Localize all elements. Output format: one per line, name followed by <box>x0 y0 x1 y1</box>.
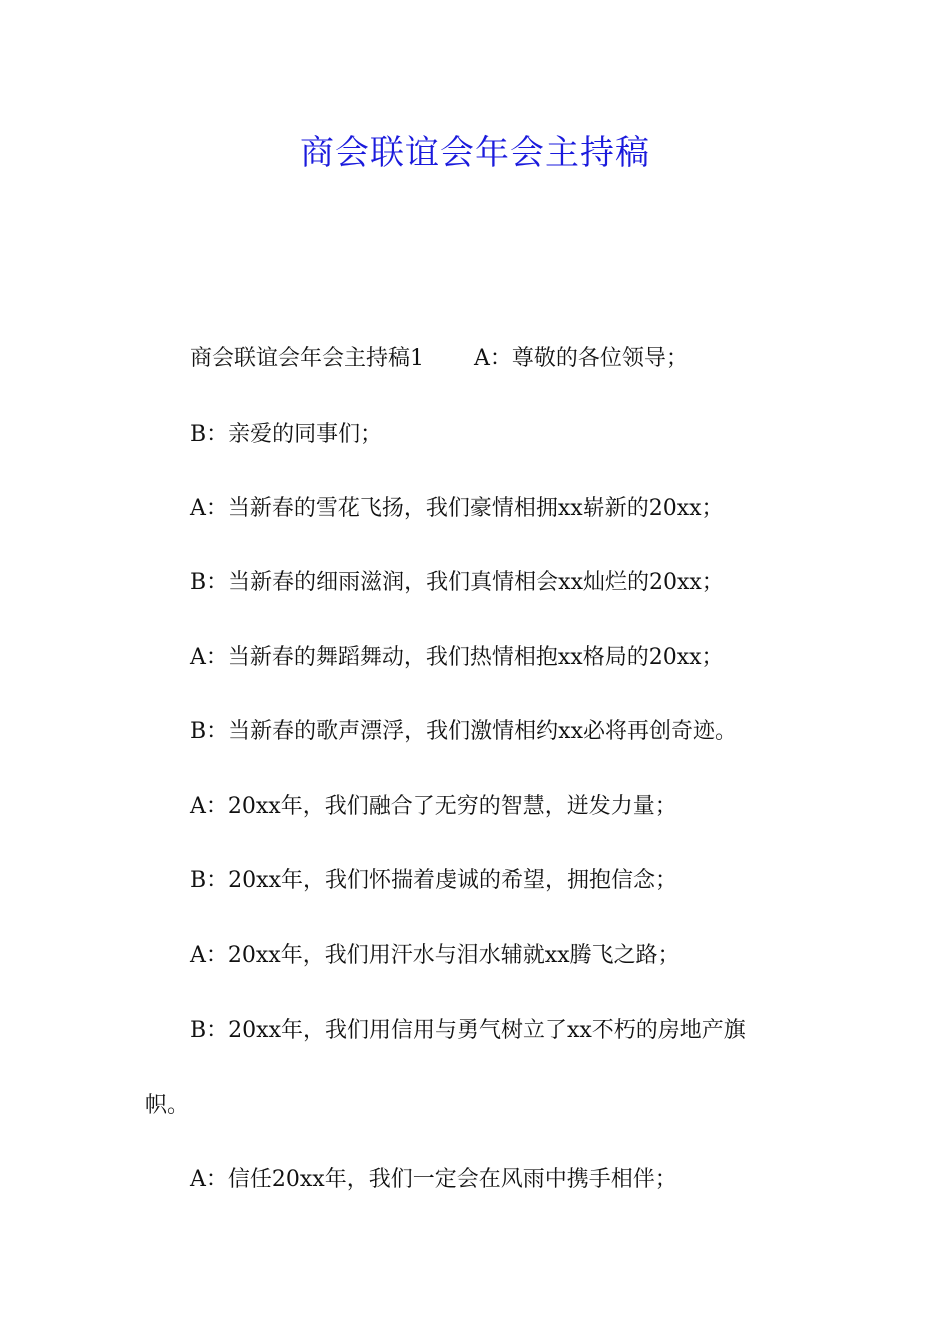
paragraph-line-1 <box>190 344 688 374</box>
paragraph-line-4: B：当新春的细雨滋润，我们真情相会xx灿烂的20xx； <box>190 570 724 595</box>
paragraph-text: A：尊敬的各位领导； <box>474 346 688 371</box>
paragraph-line-6: B：当新春的歌声漂浮，我们激情相约xx必将再创奇迹。 <box>190 719 737 744</box>
section-heading: 商会联谊会年会主持稿1 <box>190 346 424 371</box>
paragraph-line-12: A：信任20xx年，我们一定会在风雨中携手相伴； <box>190 1167 677 1192</box>
paragraph-line-3: A：当新春的雪花飞扬，我们豪情相拥xx崭新的20xx； <box>190 496 724 521</box>
paragraph-line-8: B：20xx年，我们怀揣着虔诚的希望，拥抱信念； <box>190 868 677 893</box>
paragraph-line-11: 帜。 <box>145 1093 190 1118</box>
paragraph-line-10: B：20xx年，我们用信用与勇气树立了xx不朽的房地产旗 <box>190 1018 746 1043</box>
paragraph-line-5: A：当新春的舞蹈舞动，我们热情相抱xx格局的20xx； <box>190 645 724 670</box>
paragraph-line-7: A：20xx年，我们融合了无穷的智慧，迸发力量； <box>190 794 677 819</box>
paragraph-line-2: B：亲爱的同事们； <box>190 422 383 447</box>
document-title: 商会联谊会年会主持稿 <box>300 133 650 173</box>
paragraph-line-9: A：20xx年，我们用汗水与泪水辅就xx腾飞之路； <box>190 943 680 968</box>
